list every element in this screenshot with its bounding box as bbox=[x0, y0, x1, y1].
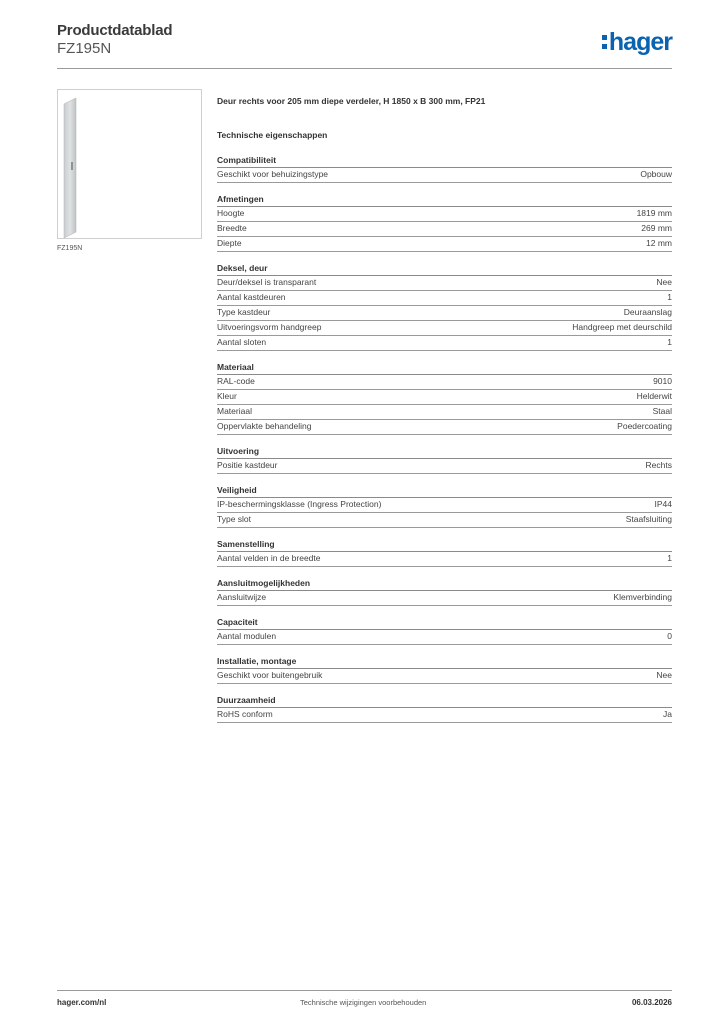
spec-label: Hoogte bbox=[217, 208, 245, 218]
spec-value: Staafsluiting bbox=[625, 514, 672, 524]
section-title: Technische eigenschappen bbox=[217, 130, 328, 140]
spec-value: Opbouw bbox=[640, 169, 672, 179]
spec-label: IP-beschermingsklasse (Ingress Protection) bbox=[217, 499, 382, 509]
spec-label: Uitvoeringsvorm handgreep bbox=[217, 322, 322, 332]
spec-row bbox=[217, 552, 672, 567]
spec-value: 12 mm bbox=[646, 238, 672, 248]
spec-row bbox=[217, 222, 672, 237]
logo-dots-icon bbox=[602, 35, 607, 49]
spec-group bbox=[217, 538, 672, 567]
spec-row bbox=[217, 405, 672, 420]
spec-label: Geschikt voor buitengebruik bbox=[217, 670, 323, 680]
spec-row bbox=[217, 375, 672, 390]
header-divider bbox=[57, 68, 672, 69]
spec-value: Staal bbox=[652, 406, 672, 416]
spec-label: Positie kastdeur bbox=[217, 460, 278, 470]
spec-row bbox=[217, 669, 672, 684]
spec-group-title: Veiligheid bbox=[217, 484, 672, 498]
spec-group-title: Deksel, deur bbox=[217, 262, 672, 276]
spec-label: Aantal sloten bbox=[217, 337, 267, 347]
page-title: Productdatablad bbox=[57, 22, 173, 39]
spec-row bbox=[217, 513, 672, 528]
spec-label: Deur/deksel is transparant bbox=[217, 277, 317, 287]
spec-group bbox=[217, 616, 672, 645]
spec-value: IP44 bbox=[654, 499, 672, 509]
spec-row bbox=[217, 207, 672, 222]
spec-label: Materiaal bbox=[217, 406, 252, 416]
spec-label: Type slot bbox=[217, 514, 252, 524]
spec-value: 1819 mm bbox=[636, 208, 672, 218]
spec-group bbox=[217, 445, 672, 474]
spec-row bbox=[217, 420, 672, 435]
spec-group-title: Duurzaamheid bbox=[217, 694, 672, 708]
page-header bbox=[57, 20, 672, 70]
spec-group bbox=[217, 193, 672, 252]
spec-value: 1 bbox=[667, 337, 672, 347]
spec-label: Type kastdeur bbox=[217, 307, 271, 317]
spec-label: Aantal kastdeuren bbox=[217, 292, 286, 302]
spec-value: 1 bbox=[667, 292, 672, 302]
spec-group-title: Uitvoering bbox=[217, 445, 672, 459]
spec-group bbox=[217, 484, 672, 528]
spec-value: Handgreep met deurschild bbox=[572, 322, 672, 332]
spec-row bbox=[217, 321, 672, 336]
spec-row bbox=[217, 708, 672, 723]
spec-group-title: Samenstelling bbox=[217, 538, 672, 552]
spec-group bbox=[217, 577, 672, 606]
product-code: FZ195N bbox=[57, 40, 112, 57]
spec-group bbox=[217, 361, 672, 435]
spec-group-title: Materiaal bbox=[217, 361, 672, 375]
spec-label: Diepte bbox=[217, 238, 242, 248]
spec-value: 0 bbox=[667, 631, 672, 641]
image-caption: FZ195N bbox=[57, 245, 83, 252]
spec-value: Klemverbinding bbox=[613, 592, 672, 602]
spec-value: 9010 bbox=[653, 376, 672, 386]
spec-value: Helderwit bbox=[636, 391, 672, 401]
spec-group-title: Compatibiliteit bbox=[217, 154, 672, 168]
spec-row bbox=[217, 498, 672, 513]
spec-value: Nee bbox=[656, 670, 672, 680]
spec-label: Kleur bbox=[217, 391, 237, 401]
spec-value: 269 mm bbox=[641, 223, 672, 233]
spec-group-title: Afmetingen bbox=[217, 193, 672, 207]
spec-value: 1 bbox=[667, 553, 672, 563]
spec-group-title: Aansluitmogelijkheden bbox=[217, 577, 672, 591]
spec-row bbox=[217, 306, 672, 321]
spec-label: RoHS conform bbox=[217, 709, 273, 719]
footer-disclaimer: Technische wijzigingen voorbehouden bbox=[300, 998, 427, 1007]
spec-label: RAL-code bbox=[217, 376, 255, 386]
spec-row bbox=[217, 336, 672, 351]
spec-row bbox=[217, 237, 672, 252]
footer-date: 06.03.2026 bbox=[631, 998, 672, 1007]
spec-row bbox=[217, 591, 672, 606]
footer-divider bbox=[57, 990, 672, 991]
spec-label: Aantal modulen bbox=[217, 631, 277, 641]
footer-website: hager.com/nl bbox=[57, 998, 107, 1007]
product-image bbox=[57, 89, 202, 239]
spec-label: Breedte bbox=[217, 223, 247, 233]
spec-label: Oppervlakte behandeling bbox=[217, 421, 312, 431]
spec-row bbox=[217, 168, 672, 183]
spec-value: Deuraanslag bbox=[623, 307, 672, 317]
spec-label: Geschikt voor behuizingstype bbox=[217, 169, 329, 179]
door-panel-icon bbox=[58, 90, 203, 240]
spec-row bbox=[217, 276, 672, 291]
spec-value: Nee bbox=[656, 277, 672, 287]
spec-groups bbox=[217, 154, 672, 723]
spec-row bbox=[217, 459, 672, 474]
spec-group-title: Capaciteit bbox=[217, 616, 672, 630]
hager-logo bbox=[602, 28, 672, 56]
spec-group bbox=[217, 655, 672, 684]
spec-label: Aantal velden in de breedte bbox=[217, 553, 321, 563]
spec-row bbox=[217, 390, 672, 405]
spec-group bbox=[217, 262, 672, 351]
product-description: Deur rechts voor 205 mm diepe verdeler, H 1850 x B 300 mm, FP21 bbox=[217, 96, 486, 106]
spec-value: Ja bbox=[663, 709, 672, 719]
spec-value: Rechts bbox=[645, 460, 672, 470]
spec-group-title: Installatie, montage bbox=[217, 655, 672, 669]
spec-row bbox=[217, 291, 672, 306]
spec-value: Poedercoating bbox=[617, 421, 672, 431]
spec-group bbox=[217, 154, 672, 183]
spec-label: Aansluitwijze bbox=[217, 592, 267, 602]
spec-content bbox=[217, 96, 672, 733]
spec-group bbox=[217, 694, 672, 723]
logo-text: hager bbox=[608, 27, 672, 56]
spec-row bbox=[217, 630, 672, 645]
